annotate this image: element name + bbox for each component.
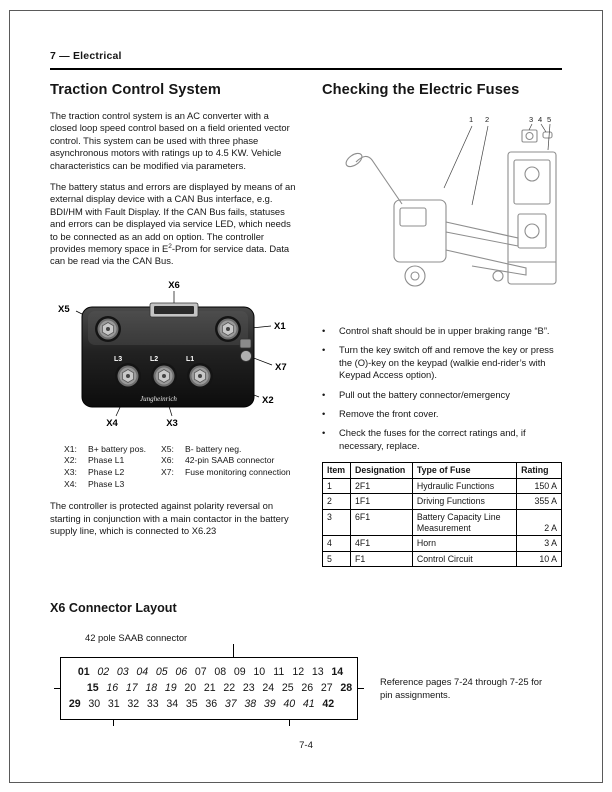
pin-number: 22 [223,682,236,694]
connector-legend [64,444,298,490]
controller-illustration [50,277,298,435]
pin-number: 18 [145,682,158,694]
truck-illustration [322,110,562,308]
legend-item: X5: B- battery neg. [161,443,242,454]
pin-number: 08 [214,666,227,678]
x6-connector-slot [154,306,194,314]
phase-label-l3: L3 [114,355,123,363]
pin-number: 07 [194,666,207,678]
terminal-x5 [95,316,121,342]
pin-row-2 [61,680,357,696]
pin-number: 03 [116,666,129,678]
bullet-icon [322,408,339,420]
phase-label-l2: L2 [150,355,159,363]
callout-x4: X4 [106,417,118,429]
pin-number: 37 [224,698,237,710]
callout-5: 5 [547,115,552,124]
pin-number: 32 [127,698,140,710]
right-column [322,82,562,567]
legend-item: X2: Phase L1 [64,455,125,466]
pin-number: 36 [205,698,218,710]
list-item: • Check the fuses for the correct ratings and, if necessary, replace. [322,427,562,452]
table-row: 1 2F1 Hydraulic Functions 150 A [323,478,562,494]
callout-x5: X5 [58,303,70,315]
pin-number: 24 [262,682,275,694]
pin-number: 04 [136,666,149,678]
aux-terminal [240,339,251,348]
pin-number: 29 [68,698,81,710]
callout-x1: X1 [274,320,286,332]
legend-item: X1: B+ battery pos. [64,443,147,454]
bullet-icon [322,325,339,337]
pin-number: 15 [86,682,99,694]
callout-3: 3 [529,115,534,124]
truck-figure [322,110,562,313]
pin-number: 01 [77,666,90,678]
pin-row-1 [61,664,357,680]
legend-item: X6: 42-pin SAAB connector [161,455,275,466]
callout-4: 4 [538,115,543,124]
table-row: 2 1F1 Driving Functions 355 A [323,494,562,510]
terminal-x7 [241,350,252,361]
pin-number: 33 [146,698,159,710]
list-item: • Turn the key switch off and remove the key or press the (O)-key on the keypad (walkie end-rider’s with Keypad Access option). [322,344,562,381]
section-title-fuses: Checking the Electric Fuses [322,82,520,98]
callout-2: 2 [485,115,490,124]
list-item: • Control shaft should be in upper braking range “B”. [322,325,562,337]
alignment-tick [357,688,364,689]
legend-item: X3: Phase L2 [64,467,125,478]
col-header-designation: Designation [350,463,412,479]
section-title-x6: X6 Connector Layout [50,601,177,615]
alignment-tick [289,719,290,726]
terminal-l3 [115,363,141,389]
pin-number: 38 [244,698,257,710]
pin-number: 28 [340,682,353,694]
pin-number: 05 [155,666,168,678]
list-item: • Pull out the battery connector/emergency [322,389,562,401]
controller-diagram [50,277,298,440]
pin-number: 11 [273,666,285,678]
phase-label-l1: L1 [186,355,195,363]
table-row: 4 4F1 Horn 3 A [323,536,562,552]
fuse-table [322,462,562,567]
page-number: 7-4 [299,740,313,751]
pin-number: 20 [184,682,197,694]
callout-leader-lines [444,124,550,205]
alignment-tick [233,644,234,658]
legend-column-2 [161,444,291,490]
pin-number: 39 [263,698,276,710]
callout-1: 1 [469,115,474,124]
col-header-item: Item [323,463,351,479]
col-header-type: Type of Fuse [412,463,516,479]
pin-number: 30 [88,698,101,710]
pin-number: 42 [322,698,335,710]
callout-x7: X7 [275,361,287,373]
pin-number: 10 [253,666,266,678]
pin-number: 26 [301,682,314,694]
pin-row-3 [61,696,357,712]
paragraph-traction-2 [50,181,298,268]
x6-connector-section [50,601,562,736]
pin-number: 31 [107,698,120,710]
paragraph-polarity: The controller is protected against polarity reversal on starting in conjunction with a main contactor in the battery supply line, which is connected to X6.23 [50,500,289,537]
reference-note: Reference pages 7-24 through 7-25 for pin assignments. [380,676,543,700]
alignment-tick [113,719,114,726]
pin-number: 25 [281,682,294,694]
table-header-row [323,463,562,479]
superscript: 2 [168,242,172,250]
paragraph-text: -Prom for service data. Data can be read via the CAN Bus. [50,243,290,267]
pin-number: 27 [320,682,333,694]
pin-number: 06 [175,666,188,678]
pin-number: 40 [283,698,296,710]
bullet-icon [322,389,339,401]
legend-item: X7: Fuse monitoring connection [161,467,291,478]
chapter-header [50,50,562,70]
pin-number: 09 [233,666,246,678]
pin-number: 14 [331,666,344,678]
pin-number: 19 [164,682,177,694]
callout-x6: X6 [168,279,180,291]
pin-number: 35 [185,698,198,710]
pin-number: 21 [203,682,216,694]
truck-linework [344,130,556,286]
paragraph-text: The battery status and errors are displayed by means of an external display device with a CAN Bus interface, e.g. BDI/HM with Fault Display. If the CAN Bus fails, statuses and errors can be displayed via service LED, which needs to be connected as an add on option. The controller provides memory space in E [50,181,296,255]
chapter-title: 7 — Electrical [50,50,122,62]
pin-layout-box [60,657,358,720]
pin-number: 13 [311,666,324,678]
callout-x3: X3 [166,417,178,429]
terminal-x1 [215,316,241,342]
terminal-l1 [187,363,213,389]
pin-number: 12 [292,666,305,678]
legend-item: X4: Phase L3 [64,478,125,489]
table-row: 3 6F1 Battery Capacity Line Measurement 2 A [323,510,562,536]
pin-number: 41 [302,698,315,710]
pin-number: 16 [106,682,119,694]
pin-number: 17 [125,682,138,694]
pin-number: 23 [242,682,255,694]
pin-number: 34 [166,698,179,710]
table-row: 5 F1 Control Circuit 10 A [323,551,562,567]
terminal-l2 [151,363,177,389]
callout-x2: X2 [262,394,274,406]
brand-logo: Jungheinrich [140,394,177,403]
bullet-icon [322,344,339,381]
alignment-tick [54,688,61,689]
bullet-icon [322,427,339,452]
left-column [50,82,298,546]
paragraph-traction-1: The traction control system is an AC converter with a closed loop speed control based on a field oriented vector control. This system can be used with three phase asynchronous motors with ratings up to 4.5 KW. Vehicle characteristics can be modified via parameters. [50,110,290,171]
list-item: • Remove the front cover. [322,408,562,420]
pin-number: 02 [97,666,110,678]
connector-subtitle: 42 pole SAAB connector [85,632,188,643]
procedure-list [322,325,562,452]
col-header-rating: Rating [517,463,562,479]
legend-column-1 [64,444,161,490]
section-title-traction: Traction Control System [50,82,221,98]
